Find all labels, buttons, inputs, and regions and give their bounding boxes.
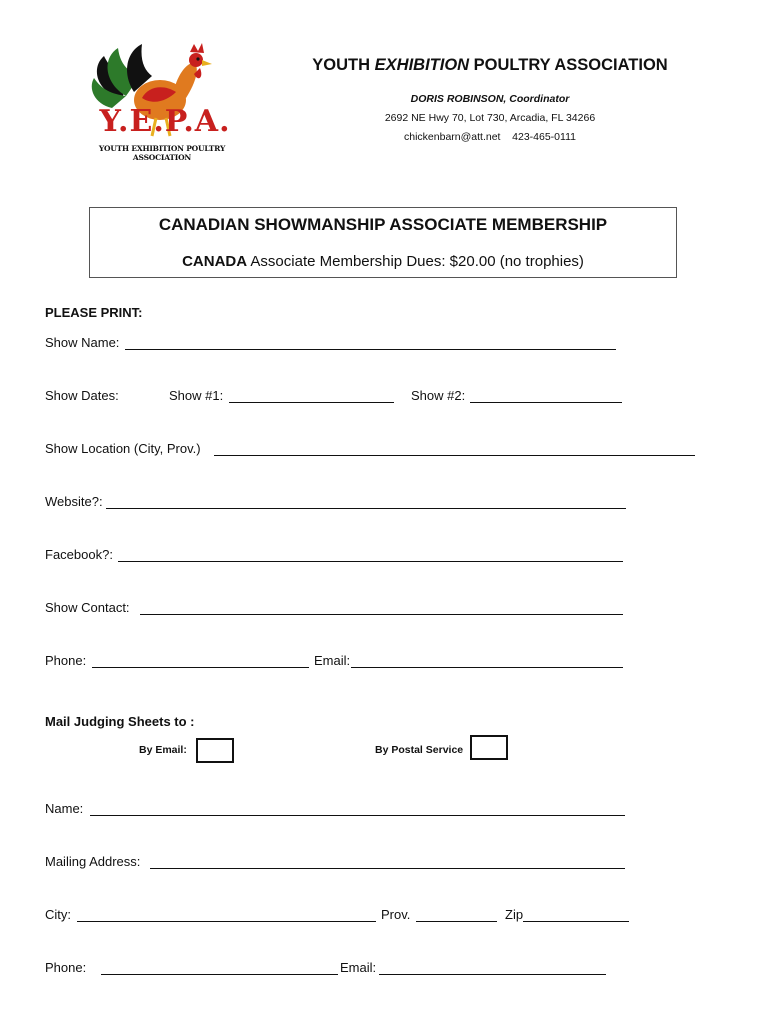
facebook-field[interactable] (118, 561, 623, 562)
name-field[interactable] (90, 815, 625, 816)
facebook-label: Facebook?: (45, 547, 113, 562)
show-location-field[interactable] (214, 455, 695, 456)
show2-label: Show #2: (411, 388, 466, 403)
phone-field[interactable] (92, 667, 309, 668)
show-name-field[interactable] (125, 349, 616, 350)
contact-line (290, 131, 690, 143)
website-label: Website?: (45, 494, 103, 509)
show-name-label: Show Name: (45, 335, 120, 350)
mail-judging-label: Mail Judging Sheets to : (45, 714, 195, 729)
email-field[interactable] (351, 667, 623, 668)
logo-tagline: YOUTH EXHIBITION POULTRY ASSOCIATION (98, 144, 226, 162)
show-contact-field[interactable] (140, 614, 623, 615)
yepa-logo (82, 38, 242, 160)
mailing-address-label: Mailing Address: (45, 854, 141, 869)
by-email-label: By Email: (139, 744, 187, 756)
email2-field[interactable] (379, 974, 606, 975)
coordinator: DORIS ROBINSON, Coordinator (410, 93, 570, 105)
logo-letters: Y.E.P.A. (99, 104, 231, 139)
show1-label: Show #1: (169, 388, 224, 403)
phone-label: Phone: (45, 653, 87, 668)
email-label: Email: (314, 653, 351, 668)
membership-title: CANADIAN SHOWMANSHIP ASSOCIATE MEMBERSHIP (158, 215, 608, 234)
mailing-address-field[interactable] (150, 868, 625, 869)
org-title: YOUTH EXHIBITION POULTRY ASSOCIATION (312, 56, 668, 74)
contact-email: chickenbarn@att.net (404, 131, 501, 143)
contact-phone: 423-465-0111 (512, 131, 576, 143)
show-contact-label: Show Contact: (45, 600, 130, 615)
by-email-checkbox[interactable] (196, 738, 234, 763)
by-postal-checkbox[interactable] (470, 735, 508, 760)
phone2-field[interactable] (101, 974, 338, 975)
by-postal-label: By Postal Service (375, 744, 464, 756)
membership-dues: CANADA Associate Membership Dues: $20.00 (no trophies) (182, 253, 584, 270)
please-print-label: PLEASE PRINT: (45, 305, 143, 320)
city-label: City: (45, 907, 71, 922)
show1-field[interactable] (229, 402, 394, 403)
zip-field[interactable] (523, 921, 629, 922)
show-dates-label: Show Dates: (45, 388, 119, 403)
show-location-label: Show Location (City, Prov.) (45, 441, 201, 456)
city-field[interactable] (77, 921, 376, 922)
website-field[interactable] (106, 508, 626, 509)
email2-label: Email: (340, 960, 377, 975)
address: 2692 NE Hwy 70, Lot 730, Arcadia, FL 34266 (384, 112, 596, 124)
show2-field[interactable] (470, 402, 622, 403)
zip-label: Zip (505, 907, 524, 922)
prov-label: Prov. (381, 907, 411, 922)
prov-field[interactable] (416, 921, 497, 922)
name-label: Name: (45, 801, 84, 816)
phone2-label: Phone: (45, 960, 87, 975)
